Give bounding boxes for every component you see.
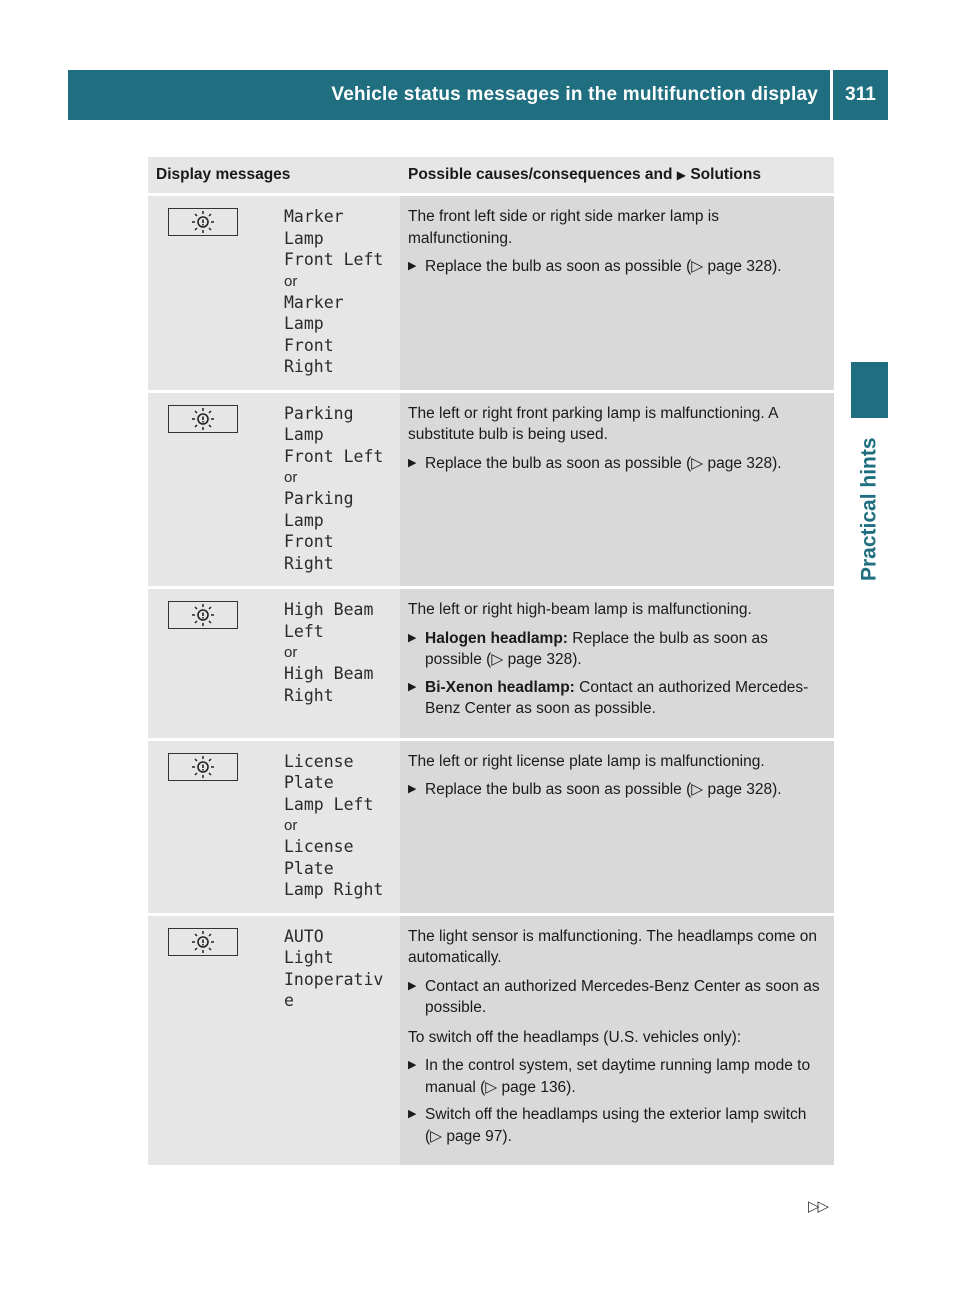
bulb-icon xyxy=(168,208,238,236)
action-step xyxy=(408,976,826,1019)
or-separator: or xyxy=(284,469,298,486)
table-row xyxy=(148,916,834,1166)
display-message xyxy=(282,206,392,378)
display-message-line: Plate xyxy=(284,773,334,792)
display-message-cell xyxy=(274,741,400,913)
solution-text xyxy=(408,599,826,720)
action-step-body: Contact an authorized Mercedes-Benz Center as soon as possible. xyxy=(425,678,809,717)
display-message-cell xyxy=(274,589,400,738)
display-message-line: Marker xyxy=(284,292,344,312)
display-message-line: Right xyxy=(284,357,334,376)
display-message-line: Plate xyxy=(284,858,334,878)
messages-table xyxy=(148,154,834,1168)
col-header-solutions-text: Possible causes/consequences and xyxy=(408,166,673,183)
display-message xyxy=(282,751,392,901)
action-step-text xyxy=(425,677,826,720)
or-separator: or xyxy=(284,817,298,834)
display-message-line: Light xyxy=(284,948,334,967)
display-message-line: Parking xyxy=(284,489,354,508)
display-message-line: AUTO xyxy=(284,926,324,946)
bulb-icon xyxy=(168,405,238,433)
icon-cell xyxy=(148,916,274,1166)
display-message-line: License xyxy=(284,837,354,856)
action-step xyxy=(408,1104,826,1147)
action-step-emphasis: Bi-Xenon headlamp: xyxy=(425,678,575,696)
display-message xyxy=(282,599,392,706)
action-step-body: Replace the bulb as soon as possible (▷ page 328). xyxy=(425,454,782,472)
display-message-line: Inoperativ xyxy=(284,969,384,989)
icon-cell xyxy=(148,589,274,738)
table-row xyxy=(148,196,834,390)
solution-text xyxy=(408,403,826,475)
cause-description: The left or right license plate lamp is malfunctioning. xyxy=(408,752,765,770)
cause-description: The left or right high-beam lamp is malfunctioning. xyxy=(408,601,752,618)
solution-cell xyxy=(400,741,834,913)
display-message xyxy=(282,926,392,1012)
solution-cell xyxy=(400,589,834,738)
display-message-line: License xyxy=(284,751,354,771)
display-message-cell xyxy=(274,196,400,390)
display-message-line: High Beam xyxy=(284,600,374,619)
display-message-line: Right xyxy=(284,553,334,573)
display-message-line: Front Left xyxy=(284,250,384,269)
arrow-icon: ▶ xyxy=(408,783,417,795)
solution-text xyxy=(408,751,826,801)
table-body xyxy=(148,196,834,1165)
continue-icon: ▷▷ xyxy=(808,1198,828,1215)
display-message-line: Left xyxy=(284,621,324,641)
table-row xyxy=(148,741,834,913)
action-step-body: Contact an authorized Mercedes-Benz Center as soon as possible. xyxy=(425,977,820,1016)
icon-cell xyxy=(148,741,274,913)
arrow-icon: ▶ xyxy=(408,680,417,693)
display-message xyxy=(282,403,392,575)
solution-text xyxy=(408,926,826,1148)
display-message-line: Lamp Left xyxy=(284,794,374,814)
display-message-line: Lamp xyxy=(284,510,324,530)
display-message-line: Marker xyxy=(284,207,344,226)
display-message-line: Right xyxy=(284,685,334,705)
display-message-cell xyxy=(274,393,400,587)
table-row xyxy=(148,589,834,738)
side-tab-label: Practical hints xyxy=(857,437,881,581)
display-message-line: Front Left xyxy=(284,446,384,466)
action-step-text xyxy=(425,976,826,1019)
action-step xyxy=(408,677,826,720)
display-message-line: e xyxy=(284,991,294,1010)
arrow-icon: ▶ xyxy=(408,979,417,992)
cause-description: The left or right front parking lamp is malfunctioning. A substitute bulb is being used. xyxy=(408,404,778,443)
arrow-icon: ▶ xyxy=(408,631,417,644)
cause-description: To switch off the headlamps (U.S. vehicles only): xyxy=(408,1028,742,1046)
action-step-text xyxy=(425,628,826,671)
side-tab-marker xyxy=(851,362,888,418)
display-message-line: Front xyxy=(284,532,334,551)
action-step-body: In the control system, set daytime running lamp mode to manual (▷ page 136). xyxy=(425,1057,811,1096)
col-header-solutions xyxy=(400,157,834,193)
display-message-line: Lamp Right xyxy=(284,880,384,899)
icon-cell xyxy=(148,393,274,587)
action-step-body: Replace the bulb as soon as possible (▷ page 328). xyxy=(425,781,782,798)
action-step-text xyxy=(425,256,826,278)
table-header-row xyxy=(148,157,834,193)
action-step-body: Switch off the headlamps using the exterior lamp switch (▷ page 97). xyxy=(425,1106,807,1145)
display-message-line: Parking xyxy=(284,403,354,423)
action-step-emphasis: Halogen headlamp: xyxy=(425,629,568,647)
col-header-solutions-label: Solutions xyxy=(690,166,761,183)
or-separator: or xyxy=(284,272,298,290)
action-step-body: Replace the bulb as soon as possible (▷ page 328). xyxy=(425,629,768,668)
display-message-line: Front xyxy=(284,335,334,355)
action-step-text xyxy=(425,779,826,801)
solution-cell xyxy=(400,196,834,390)
icon-cell xyxy=(148,196,274,390)
action-step-body: Replace the bulb as soon as possible (▷ page 328). xyxy=(425,258,782,275)
arrow-icon: ▶ xyxy=(408,456,417,469)
action-step xyxy=(408,779,826,801)
action-step-text xyxy=(425,1104,826,1147)
bulb-icon xyxy=(168,928,238,956)
page-title: Vehicle status messages in the multifunction display xyxy=(331,84,818,105)
col-header-display: Display messages xyxy=(148,157,400,193)
arrow-icon: ▶ xyxy=(408,1108,417,1120)
solution-text xyxy=(408,206,826,278)
cause-description: The front left side or right side marker lamp is malfunctioning. xyxy=(408,208,719,247)
display-message-line: Lamp xyxy=(284,425,324,444)
page-number: 311 xyxy=(845,84,876,105)
display-message-line: High Beam xyxy=(284,664,374,683)
action-step xyxy=(408,453,826,475)
action-step-text xyxy=(425,1055,826,1098)
arrow-icon: ▶ xyxy=(408,1059,417,1071)
display-message-line: Lamp xyxy=(284,314,324,333)
bulb-icon xyxy=(168,753,238,781)
action-step xyxy=(408,1055,826,1098)
arrow-icon: ▶ xyxy=(408,260,417,272)
or-separator: or xyxy=(284,644,298,661)
action-step xyxy=(408,628,826,671)
action-step xyxy=(408,256,826,278)
cause-description: The light sensor is malfunctioning. The headlamps come on automatically. xyxy=(408,927,817,966)
solution-cell xyxy=(400,393,834,587)
display-message-line: Lamp xyxy=(284,228,324,248)
arrow-icon: ▶ xyxy=(676,168,687,182)
solution-cell xyxy=(400,916,834,1166)
action-step-text xyxy=(425,453,826,475)
bulb-icon xyxy=(168,601,238,629)
display-message-cell xyxy=(274,916,400,1166)
table-row xyxy=(148,393,834,587)
